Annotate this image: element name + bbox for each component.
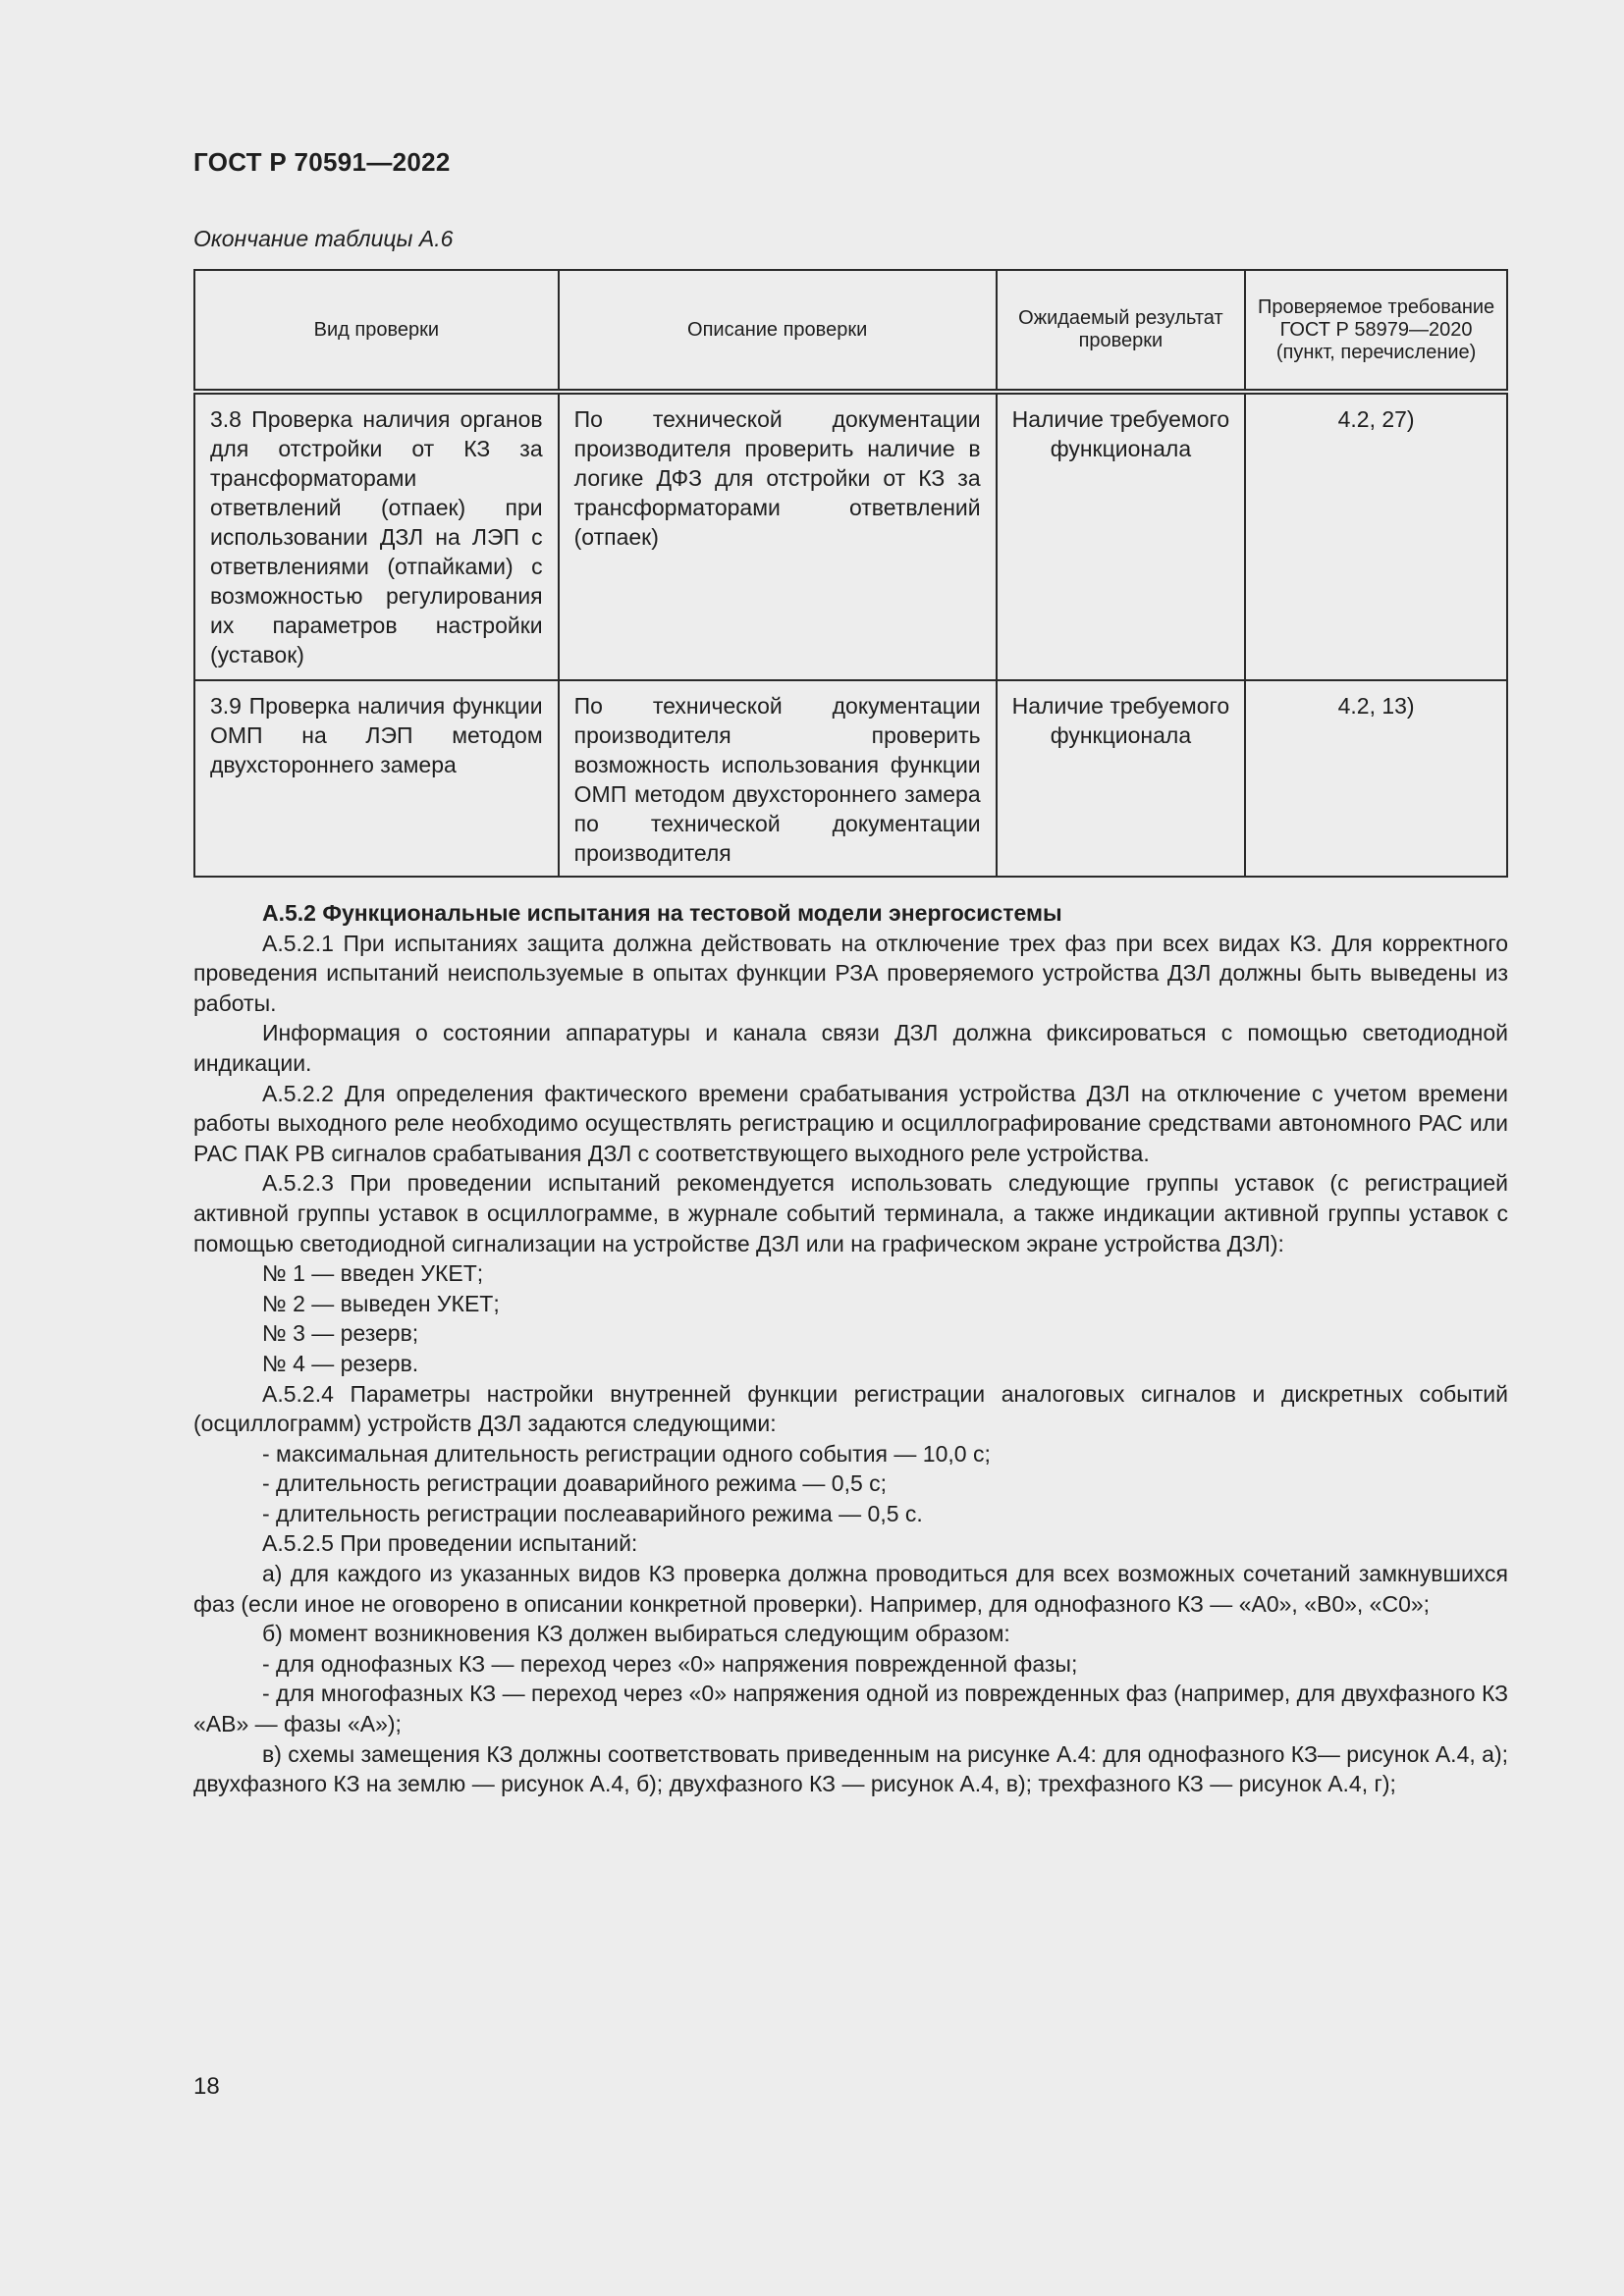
cell-result: Наличие требуемого функционала [997, 680, 1246, 877]
paragraph: Информация о состоянии аппаратуры и канала связи ДЗЛ должна фиксироваться с помощью светодиодной индикации. [193, 1020, 1508, 1076]
paragraph: б) момент возникновения КЗ должен выбираться следующим образом: [262, 1621, 1010, 1647]
cell-result: Наличие требуемого функционала [997, 392, 1246, 680]
section-heading: А.5.2 Функциональные испытания на тестовой модели энергосистемы [262, 900, 1062, 926]
header-expected-result: Ожидаемый результат проверки [997, 270, 1246, 392]
header-description: Описание проверки [559, 270, 997, 392]
paragraph: А.5.2.2 Для определения фактического времени срабатывания устройства ДЗЛ на отключение с учетом времени работы выходного реле необходимо осуществлять регистрацию и осциллографирование средствами автономного РАС или РАС ПАК РВ сигналов срабатывания ДЗЛ с соответствующего выходного реле устройства. [193, 1080, 1508, 1166]
list-item: - максимальная длительность регистрации одного события — 10,0 с; [262, 1440, 991, 1467]
paragraph: в) схемы замещения КЗ должны соответствовать приведенным на рисунке А.4: для однофазного КЗ— рисунок А.4, а); двухфазного КЗ на землю — рисунок А.4, б); двухфазного КЗ — рисунок А.4, в); трехфазного КЗ — рисунок А.4, г); [193, 1740, 1508, 1797]
header-check-type: Вид проверки [194, 270, 559, 392]
cell-requirement: 4.2, 27) [1245, 392, 1507, 680]
document-code: ГОСТ Р 70591—2022 [193, 147, 451, 177]
cell-description: По технической документации производителя проверить наличие в логике ДФЗ для отстройки от КЗ за трансформаторами ответвлений (отпаек) [559, 392, 997, 680]
table-row [194, 680, 1507, 877]
list-item: - для однофазных КЗ — переход через «0» напряжения поврежденной фазы; [262, 1650, 1078, 1677]
paragraph: А.5.2.4 Параметры настройки внутренней функции регистрации аналоговых сигналов и дискретных событий (осциллограмм) устройств ДЗЛ задаются следующими: [193, 1380, 1508, 1437]
cell-check: 3.8 Проверка наличия органов для отстройки от КЗ за трансформаторами ответвлений (отпаек) при использовании ДЗЛ на ЛЭП с ответвлениями (отпайками) с возможностью регулирования их параметров настройки (уставок) [194, 392, 559, 680]
table-row [194, 392, 1507, 680]
list-item: № 2 — выведен УКЕТ; [262, 1290, 500, 1316]
table-header-row [194, 270, 1507, 392]
body-text [193, 898, 1508, 1799]
cell-description: По технической документации производителя проверить возможность использования функции ОМП методом двухстороннего замера по технической документации производителя [559, 680, 997, 877]
table-caption: Окончание таблицы А.6 [193, 226, 454, 251]
list-item: - длительность регистрации доаварийного режима — 0,5 с; [262, 1470, 888, 1497]
paragraph: А.5.2.1 При испытаниях защита должна действовать на отключение трех фаз при всех видах КЗ. Для корректного проведения испытаний неиспользуемые в опытах функции РЗА проверяемого устройства ДЗЛ должны быть выведены из работы. [193, 930, 1508, 1016]
list-item: - для многофазных КЗ — переход через «0» напряжения одной из поврежденных фаз (например, для двухфазного КЗ «АВ» — фазы «А»); [193, 1681, 1508, 1737]
paragraph: А.5.2.3 При проведении испытаний рекомендуется использовать следующие группы уставок (с регистрацией активной группы уставок в осциллограмме, в журнале событий терминала, а также индикации активной группы уставок с помощью светодиодной сигнализации на устройстве ДЗЛ или на графическом экране устройства ДЗЛ): [193, 1170, 1508, 1256]
cell-requirement: 4.2, 13) [1245, 680, 1507, 877]
list-item: № 1 — введен УКЕТ; [262, 1260, 484, 1287]
paragraph: А.5.2.5 При проведении испытаний: [262, 1530, 638, 1557]
header-requirement: Проверяемое требование ГОСТ Р 58979—2020 (пункт, перечисление) [1245, 270, 1507, 392]
cell-check: 3.9 Проверка наличия функции ОМП на ЛЭП методом двухстороннего замера [194, 680, 559, 877]
table-a6 [193, 269, 1508, 878]
paragraph: а) для каждого из указанных видов КЗ проверка должна проводиться для всех возможных сочетаний замкнувшихся фаз (если иное не оговорено в описании конкретной проверки). Например, для однофазного КЗ — «А0», «В0», «С0»; [193, 1561, 1508, 1617]
list-item: № 4 — резерв. [262, 1350, 419, 1376]
list-item: № 3 — резерв; [262, 1320, 419, 1347]
page-number: 18 [193, 2073, 220, 2100]
list-item: - длительность регистрации послеаварийного режима — 0,5 с. [262, 1500, 923, 1526]
